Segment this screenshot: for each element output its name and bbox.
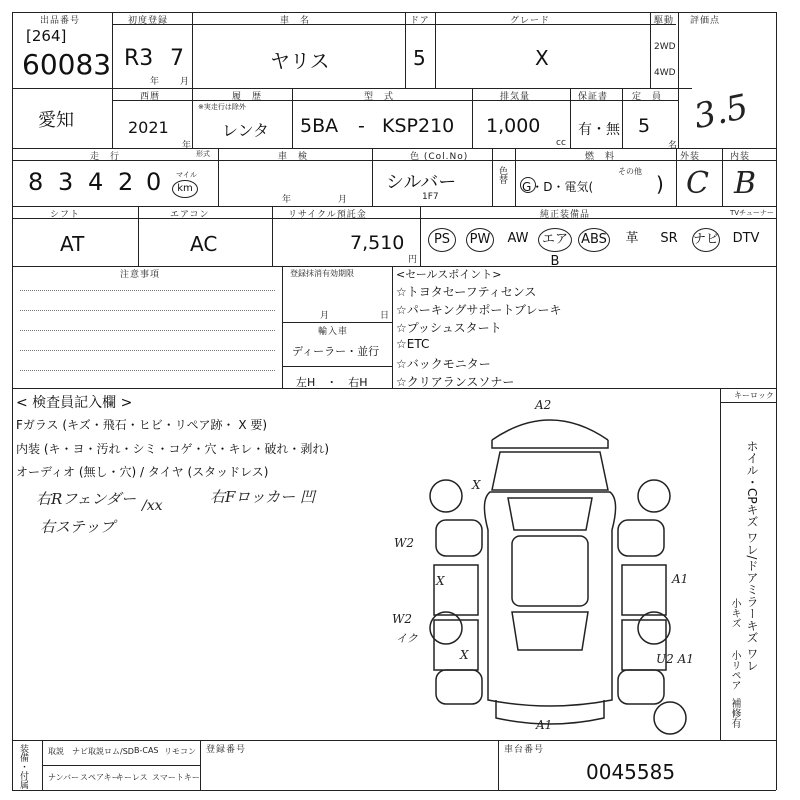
chassis-number: 0045585 [586,760,676,784]
tv-tuner-label: TVチューナー [730,209,774,217]
row-line [720,402,776,403]
accessory-label: 装備・付属 [18,744,28,789]
mile-unit: マイル [176,171,197,179]
year-unit: 年 [150,77,161,87]
reg-month: 月 [320,311,331,321]
note-line [20,290,275,291]
first-reg-label: 初度登録 [128,16,169,26]
air-conditioner: AC [190,232,218,256]
km-unit: km [172,180,198,198]
mark-x: X [436,574,445,588]
interior-line: 内装 (キ・ヨ・汚れ・シミ・コゲ・穴・キレ・破れ・剥れ) [16,442,330,456]
person-unit: 名 [668,141,679,151]
displacement: 1,000 [486,115,541,137]
spare-wheel [654,702,686,734]
score: 3.5 [690,86,752,138]
model-year: 2021 [128,118,169,137]
equip-dtv: DTV [732,231,760,246]
right-front-door [622,565,666,615]
side-small-scratch: 小キズ [729,598,740,628]
side-repaired: 補修有 [729,698,740,728]
shift: AT [60,232,85,256]
model-year-label: 西暦 [140,92,161,102]
mileage-digit: 4 [88,168,104,196]
equip-navi: ナビ [692,228,720,252]
acc-manual: 取説 [48,747,64,756]
inspection-month-unit: 月 [338,195,349,205]
drive-4wd: 4WD [654,68,676,78]
col-line [420,206,421,266]
col-line [138,206,139,266]
front-bumper [492,420,608,440]
col-line [218,148,219,206]
type-code: KSP210 [382,115,455,137]
car-name-label: 車 名 [280,16,311,26]
fuel-selected-marker [520,177,536,193]
sales-points-label: <セールスポイント> [396,268,502,281]
rear-window [512,612,588,650]
score-label: 評価点 [690,16,721,26]
door-label: ドア [410,16,430,26]
header-sub-line [12,218,776,219]
color-number: 1F7 [422,192,439,202]
mileage-digit: 3 [58,168,74,196]
col-line [678,12,679,148]
mileage-digit: 0 [146,168,162,196]
note-line [20,330,275,331]
interior-grade: B [734,166,757,201]
note-line [20,310,275,311]
col-line [282,266,283,388]
hood [492,452,608,490]
warranty: 有・無 [578,122,620,138]
row-line [12,388,776,389]
exterior-label: 外装 [680,152,701,162]
mark-left-rear: W2 [392,612,412,626]
mark-right-rear: U2 A1 [656,652,694,666]
body-outline [484,492,615,706]
warranty-label: 保証書 [578,92,609,102]
capacity: 5 [638,115,651,137]
acc-smart-key: スマートキー [152,773,200,782]
ac-label: エアコン [170,210,210,220]
left-rear-door [434,620,478,670]
fuel-close: ) [656,172,664,196]
col-line [622,88,623,148]
cc-unit: cc [556,138,566,148]
acc-rom-sd: ロム/SD [104,747,134,756]
row-line [282,366,392,367]
row-line [12,206,776,207]
frame-bottom [12,790,776,791]
right-front-fender [618,520,664,556]
handwritten-note: /xx [142,498,163,514]
row-line [12,740,776,741]
month-unit: 月 [180,77,191,87]
type-dash: - [358,115,365,137]
col-line [392,266,393,388]
keylock-label: キーロック [734,391,774,400]
row-line [282,322,392,323]
meter-label: 形式 [196,150,210,158]
car-damage-diagram [400,400,700,740]
acc-navi-manual: ナビ取説 [72,747,104,756]
note-line [20,370,275,371]
acc-keyless: キーレス [116,773,148,782]
shift-label: シフト [50,210,81,220]
col-line [515,148,516,206]
equipment-label: 純正装備品 [540,210,591,220]
row-line [42,765,200,766]
mileage-label: 走 行 [90,152,121,162]
col-line [372,148,373,206]
wheel-front-right [638,480,670,512]
recycle-fee: 7,510 [350,232,405,254]
col-line [492,148,493,206]
history-sub: ※実走行は除外 [198,103,246,111]
steering-side: 左H ・ 右H [296,376,368,389]
note-line [20,350,275,351]
first-reg-era: R3 [124,46,154,71]
handwritten-note: 右Rフェンダー [36,490,136,508]
left-front-fender [436,520,482,556]
inspection-label: 車 検 [278,152,309,162]
col-line [292,88,293,148]
region: 愛知 [38,110,74,131]
equip-sunroof: SR [660,231,678,246]
handwritten-note: 右Fロッカー 凹 [210,488,315,506]
roof [512,536,588,606]
car-name: ヤリス [270,49,330,73]
handwritten-note: 右ステップ [40,518,115,536]
left-front-door [434,565,478,615]
door-count: 5 [413,46,426,70]
grade-label: グレード [510,16,551,26]
header-sub-line [112,24,676,25]
col-line [192,88,193,148]
displacement-label: 排気量 [500,92,531,102]
wheel-front-left [430,480,462,512]
registration-label: 登録番号 [206,745,247,755]
acc-bcas: B-CAS [134,746,159,755]
acc-number-plate: ナンバー [48,773,80,782]
exterior-grade: C [686,166,709,201]
equip-abs: ABS [578,228,610,252]
side-small-repair: 小リペア [729,650,740,690]
drive-2wd: 2WD [654,42,676,52]
audio-tire-line: オーディオ (無し・穴) / タイヤ (スタッドレス) [16,465,269,479]
import-label: 輸入車 [318,327,349,337]
mark-x: X [472,478,481,492]
mark-rear-bumper: A1 [536,718,553,732]
col-line [272,206,273,266]
acc-spare-key: スペアキー [80,773,120,782]
caution-label: 注意事項 [120,270,161,280]
first-reg-month: 7 [170,46,184,71]
history: レンタ [222,121,269,140]
reg-expiry-label: 登録抹消有効期限 [290,269,354,278]
type-label: 型 式 [364,92,395,102]
col-line [720,388,721,740]
inspector-title: < 検査員記入欄 > [16,395,133,411]
col-line [498,740,499,790]
capacity-label: 定 員 [632,92,663,102]
fuel-other-label: その他 [618,167,642,176]
color: シルバー [386,172,457,193]
entry-no-label: 出品番号 [40,16,81,26]
history-label: 履 歴 [232,92,263,102]
wheel-rear-right [638,612,670,644]
dealer-parallel: ディーラー・並行 [292,345,380,358]
frame-left [12,12,13,790]
windshield-line: Fガラス (キズ・飛石・ヒビ・リペア跡・ X 要) [16,418,268,432]
windshield [508,498,592,530]
mileage-digit: 8 [28,168,44,196]
grade: X [535,46,549,70]
side-damage-legend: ホイル・CPキズ ワレ/ドアミラーキズ ワレ [745,440,759,672]
equip-aw: AW [507,231,529,246]
wheel-rear-left [430,612,462,644]
sales-point: ☆クリアランスソナー [396,375,515,389]
year-unit-2: 年 [182,141,193,151]
col-line [112,12,113,148]
mark-right-door: A1 [672,572,689,586]
sales-point: ☆バックモニター [396,357,491,371]
sales-point: ☆ETC [396,337,430,351]
equip-airbag: エアB [538,228,572,252]
yen-unit: 円 [408,255,419,265]
equip-ps: PS [428,228,456,252]
mark-x: X [460,648,469,662]
color-change-label: 色替 [497,166,507,184]
sales-point: ☆プッシュスタート [396,321,502,335]
interior-label: 内装 [730,152,751,162]
reg-day: 日 [380,311,391,321]
col-line [200,740,201,790]
col-line [676,148,677,206]
left-rear-fender [436,670,482,704]
mark-front-bumper: A2 [535,398,552,412]
equip-pw: PW [466,228,494,252]
recycle-label: リサイクル預託金 [288,210,367,220]
equip-leather: 革 [625,231,639,246]
col-line [472,88,473,148]
chassis-label: 車台番号 [504,745,545,755]
fuel-label: 燃 料 [585,152,616,162]
frame-right [776,12,777,790]
col-line [570,88,571,148]
right-rear-fender [618,670,664,704]
mark-left-front-door: W2 [394,536,414,550]
header-sub-line [12,160,776,161]
drive-label: 駆動 [654,16,675,26]
color-label: 色 (Col.No) [410,152,469,162]
entry-number: 60083 [22,48,112,81]
acc-remote: リモコン [164,747,196,756]
mark-left-rear-sub: イク [396,632,418,645]
col-line [722,148,723,206]
sales-point: ☆トヨタセーフティセンス [396,285,537,299]
row-line [12,148,776,149]
type-prefix: 5BA [300,115,339,137]
mileage-digits [28,168,168,200]
lane-number: [264] [26,27,67,45]
inspection-year-unit: 年 [282,195,293,205]
mileage-digit: 2 [118,168,134,196]
sales-point: ☆パーキングサポートブレーキ [396,303,562,317]
fuel-options: G・D・電気( [522,180,594,194]
